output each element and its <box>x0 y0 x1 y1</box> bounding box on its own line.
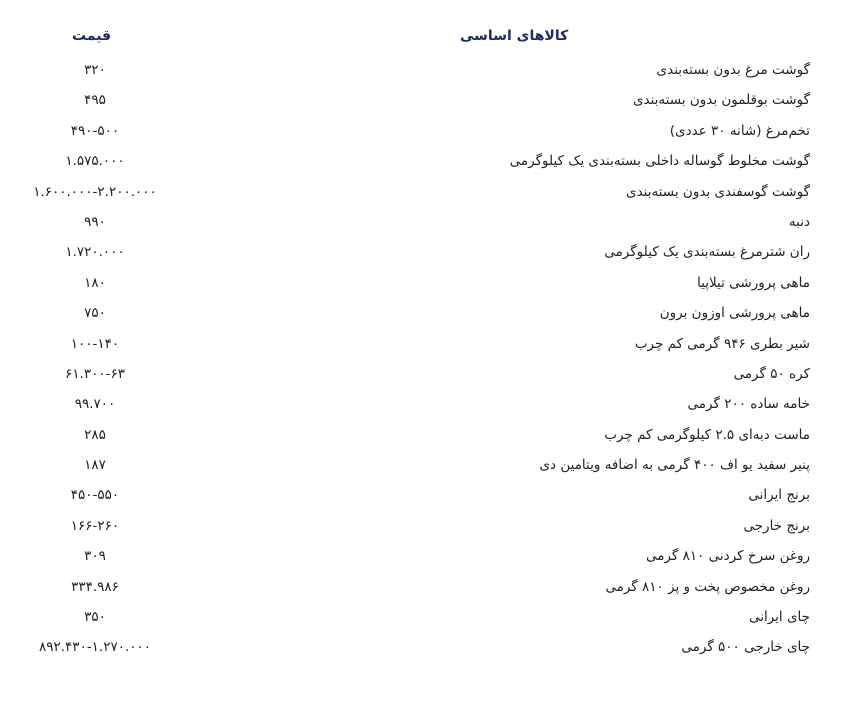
item-price: ۳۳۴.۹۸۶ <box>71 578 119 595</box>
table-header <box>0 24 865 48</box>
item-price: ۴۹۰-۵۰۰ <box>70 122 120 139</box>
table-row <box>0 116 865 146</box>
item-price: ۹۹.۷۰۰ <box>74 396 116 413</box>
item-name: کره ۵۰ گرمی <box>733 365 810 382</box>
item-name: گوشت بوقلمون بدون بسته‌بندی <box>632 92 810 109</box>
item-name: دنبه <box>788 213 810 230</box>
item-name: چای ایرانی <box>748 609 810 626</box>
table-row <box>0 541 865 571</box>
item-price: ۲۸۵ <box>84 426 106 443</box>
item-name: گوشت مرغ بدون بسته‌بندی <box>656 62 810 78</box>
item-price: ۴۵۰-۵۵۰ <box>70 487 120 504</box>
item-price: ۱۸۰ <box>84 274 106 291</box>
table-row <box>0 55 865 85</box>
item-name: ران شترمرغ بسته‌بندی یک کیلوگرمی <box>604 244 810 261</box>
item-name: ماهی پرورشی تیلاپیا <box>697 274 810 291</box>
table-row <box>0 207 865 237</box>
item-name: گوشت مخلوط گوساله داخلی بسته‌بندی یک کیلوگرمی <box>509 153 810 170</box>
table-row <box>0 450 865 480</box>
item-name: ماهی پرورشی اوزون برون <box>659 305 810 322</box>
item-price: ۳۵۰ <box>84 609 106 626</box>
header-goods: کالاهای اساسی <box>460 28 569 44</box>
item-price: ۱.۷۲۰.۰۰۰ <box>65 244 125 261</box>
item-price: ۱.۵۷۵.۰۰۰ <box>65 153 125 170</box>
item-name: خامه ساده ۲۰۰ گرمی <box>687 396 810 413</box>
table-row <box>0 268 865 298</box>
item-name: ماست دبه‌ای ۲.۵ کیلوگرمی کم چرب <box>604 426 810 443</box>
item-name: برنج خارجی <box>743 517 810 534</box>
table-row <box>0 602 865 632</box>
header-price: قیمت <box>72 28 112 44</box>
table-row <box>0 572 865 602</box>
table-row <box>0 85 865 115</box>
table-body <box>0 55 865 663</box>
table-row <box>0 511 865 541</box>
item-price: ۳۲۰ <box>84 62 106 78</box>
item-price: ۷۵۰ <box>84 305 106 322</box>
table-row <box>0 632 865 662</box>
item-price: ۱.۶۰۰.۰۰۰-۲.۲۰۰.۰۰۰ <box>33 183 157 200</box>
item-price: ۳۰۹ <box>84 548 106 565</box>
item-price: ۶۱.۳۰۰-۶۳ <box>65 365 125 382</box>
item-price: ۱۸۷ <box>84 457 106 474</box>
item-name: تخم‌مرغ (شانه ۳۰ عددی) <box>669 122 810 139</box>
table-row <box>0 177 865 207</box>
item-price: ۹۹۰ <box>84 213 106 230</box>
item-name: شیر بطری ۹۴۶ گرمی کم چرب <box>634 335 810 352</box>
table-row <box>0 480 865 510</box>
item-price: ۱۰۰-۱۴۰ <box>70 335 120 352</box>
item-name: روغن سرخ کردنی ۸۱۰ گرمی <box>645 548 810 565</box>
table-row <box>0 359 865 389</box>
item-name: روغن مخصوص پخت و پز ۸۱۰ گرمی <box>605 578 810 595</box>
table-row <box>0 298 865 328</box>
item-name: چای خارجی ۵۰۰ گرمی <box>681 639 810 656</box>
table-row <box>0 146 865 176</box>
item-name: گوشت گوسفندی بدون بسته‌بندی <box>626 183 810 200</box>
table-row <box>0 237 865 267</box>
item-price: ۸۹۲.۴۳۰-۱.۲۷۰.۰۰۰ <box>38 639 151 656</box>
item-name: پنیر سفید یو اف ۴۰۰ گرمی به اضافه ویتامین دی <box>539 457 810 474</box>
item-name: برنج ایرانی <box>748 487 810 504</box>
table-row <box>0 329 865 359</box>
item-price: ۴۹۵ <box>84 92 106 109</box>
table-row <box>0 420 865 450</box>
item-price: ۱۶۶-۲۶۰ <box>70 517 120 534</box>
table-row <box>0 389 865 419</box>
